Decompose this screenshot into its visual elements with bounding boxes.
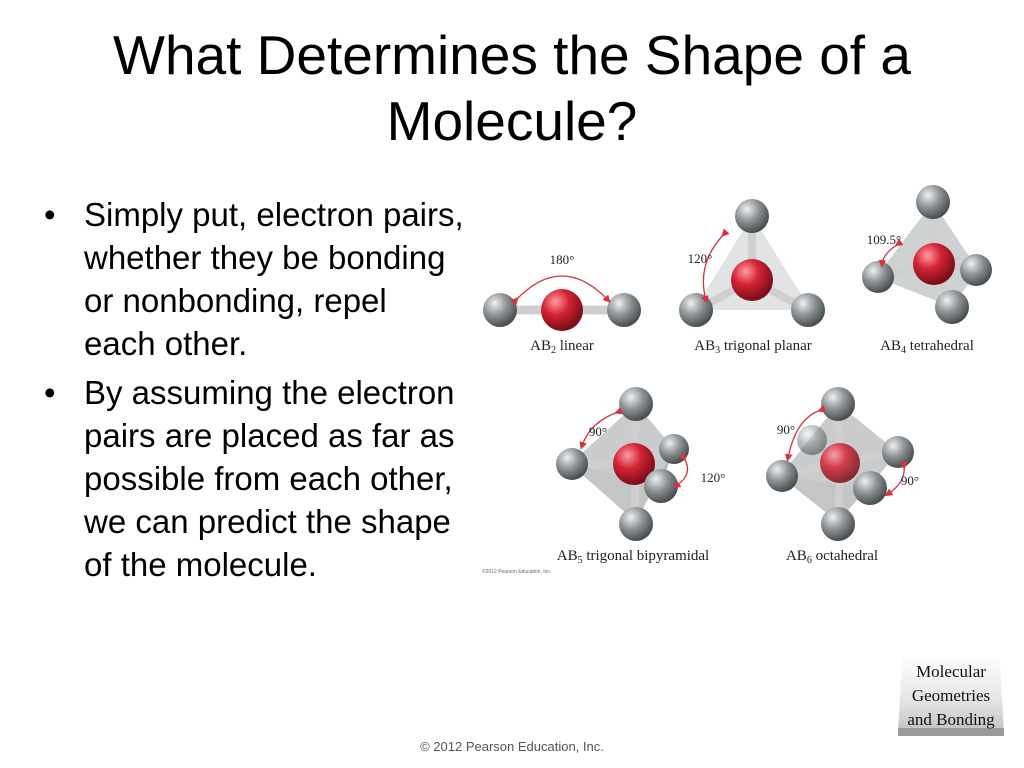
geometry-label: $AB_3$ trigonal planar <box>694 338 812 356</box>
molecule-ab3-trigonal-planar <box>679 199 825 356</box>
bullet-list <box>44 193 464 592</box>
bullet-text: Simply put, electron pairs, whether they be bonding or nonbonding, repel each other. <box>84 196 464 362</box>
badge-line: Molecular <box>916 662 986 681</box>
geometry-label: $AB_6$ octahedral <box>785 548 879 566</box>
bullet-marker: • <box>44 196 56 233</box>
angle-label: 109.5° <box>866 232 902 247</box>
section-badge <box>892 650 1012 740</box>
geometry-label: $AB_5$ trigonal bipyramidal <box>556 548 710 566</box>
molecule-ab2-linear <box>483 252 641 356</box>
angle-label: 180° <box>549 252 575 267</box>
figure-copyright: ©2012 Pearson Education, Inc. <box>482 569 552 575</box>
molecule-ab5-trigonal-bipyramidal <box>482 387 725 575</box>
slide-title: What Determines the Shape of a Molecule? <box>113 24 911 152</box>
molecule-ab6-octahedral <box>766 387 919 566</box>
molecule-ab4-tetrahedral <box>862 185 992 356</box>
angle-label-axial: 90° <box>776 422 796 437</box>
badge-line: Geometries <box>911 686 991 705</box>
bullet-marker: • <box>44 374 56 411</box>
footer-copyright: © 2012 Pearson Education, Inc. <box>420 739 604 754</box>
geometry-label: $AB_4$ tetrahedral <box>880 338 974 356</box>
angle-label: 120° <box>687 251 713 266</box>
geometry-label: $AB_2$ linear <box>530 338 594 356</box>
bullet-text: By assuming the electron pairs are placed as far as possible from each other, we can predict the shape of the molecule. <box>84 374 455 583</box>
badge-line: and Bonding <box>907 710 995 729</box>
badge-text <box>892 660 1010 732</box>
angle-label-equatorial: 90° <box>900 473 920 488</box>
bullet-item <box>44 193 464 365</box>
bullet-item <box>44 371 464 586</box>
molecular-geometry-figure <box>478 182 1010 582</box>
geometry-illustration <box>478 182 1010 582</box>
angle-label-equatorial: 120° <box>700 470 726 485</box>
angle-label-axial: 90° <box>588 424 608 439</box>
